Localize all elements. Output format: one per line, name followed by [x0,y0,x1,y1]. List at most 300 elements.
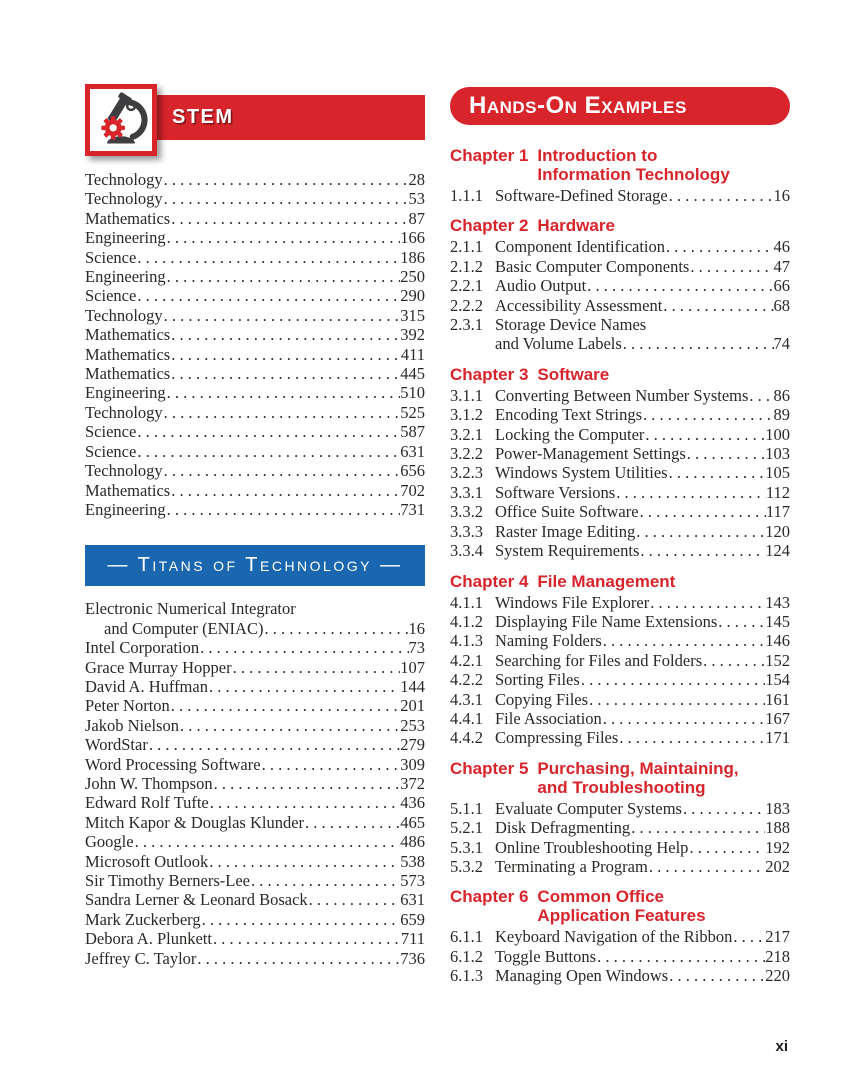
entry-page: 202 [765,856,790,876]
chapter-number: Chapter 2 [450,216,529,236]
entry-label: Terminating a Program [495,856,648,876]
section-number: 3.2.1 [450,424,483,444]
dot-leader [689,257,773,276]
toc-entry-line [85,228,425,247]
entry-page: 279 [400,735,425,755]
section-entry [450,593,790,612]
entry-page: 656 [400,461,425,481]
dot-leader [586,276,773,295]
entry-page: 154 [765,670,790,690]
toc-entry-line [495,276,790,295]
entry-page: 711 [400,929,425,949]
page-number: xi [775,1038,788,1055]
toc-entry-line [85,461,425,480]
entry-page: 631 [400,890,425,910]
chapter-heading [450,365,790,384]
section-number: 3.1.2 [450,405,483,425]
entry-page: 201 [400,696,425,716]
entry-page: 465 [400,812,425,832]
section-entry [450,444,790,463]
entry-label: Keyboard Navigation of the Ribbon [495,927,733,947]
section-number: 4.1.2 [450,611,483,631]
section-number: 6.1.3 [450,966,483,986]
toc-entry-line [495,237,790,256]
entry-label: Science [85,286,137,306]
entry-page: 253 [400,715,425,735]
dot-leader [199,638,408,657]
entry-page: 68 [773,295,790,315]
section-number: 4.4.1 [450,708,483,728]
entry-label: Science [85,422,137,442]
toc-entry-line [495,483,790,502]
entry-page: 100 [765,424,790,444]
toc-entry-line [495,651,790,670]
entry-page: 411 [400,344,425,364]
toc-entry-line [85,832,425,851]
entry-label: Accessibility Assessment [495,295,663,315]
chapter-title: Hardware [537,216,615,236]
section-entry [450,405,790,424]
dot-leader [662,296,773,315]
chapter-number: Chapter 4 [450,571,529,591]
entry-label: Engineering [85,499,166,519]
left-column [85,84,425,968]
entry-page: 112 [765,482,790,502]
entry-page: 188 [765,818,790,838]
hands-on-banner [450,87,790,125]
chapters-list [450,146,790,986]
section-number: 1.1.1 [450,186,483,205]
toc-entry-line [495,799,790,818]
toc-entry-line [85,209,425,228]
section-entry [450,612,790,631]
toc-entry-line [495,612,790,631]
entry-label: and Volume Labels [495,334,622,354]
section-entry [450,522,790,541]
toc-entry-line [495,257,790,276]
toc-entry-line [85,813,425,832]
toc-entry-line [85,735,425,754]
section-entry [450,386,790,405]
dot-leader [166,500,401,519]
dot-leader [702,651,765,670]
section-entry [450,799,790,818]
entry-label: Science [85,441,137,461]
dot-leader [748,386,773,405]
entry-label: Engineering [85,383,166,403]
entry-label: Naming Folders [495,631,602,651]
chapter-title: Software [537,364,610,384]
toc-entry-line [495,522,790,541]
section-number: 2.1.2 [450,256,483,276]
chapter-block [450,216,790,353]
section-number: 2.2.2 [450,295,483,315]
section-number: 3.1.1 [450,385,483,405]
entry-label: Mathematics [85,364,171,384]
dot-leader [668,966,765,985]
entry-page: 392 [400,325,425,345]
section-number: 5.3.2 [450,856,483,876]
entry-label: Evaluate Computer Systems [495,798,682,818]
dot-leader [649,593,765,612]
chapter-block [450,572,790,748]
entry-label: Converting Between Number Systems [495,385,749,405]
entry-page: 192 [765,837,790,857]
entry-page: 47 [773,256,790,276]
toc-entry-line [495,670,790,689]
toc-entry-line [85,267,425,286]
section-number: 3.3.3 [450,521,483,541]
entry-page: 731 [400,499,425,519]
toc-entry-line [495,334,790,353]
entry-page: 161 [765,689,790,709]
chapter-heading [450,146,790,184]
entry-label: Mitch Kapor & Douglas Klunder [85,812,305,832]
dot-leader [263,619,408,638]
dot-leader [639,541,765,560]
entry-page: 117 [765,502,790,522]
toc-entry-line [85,716,425,735]
dot-leader [250,871,400,890]
entry-label: Debora A. Plunkett [85,929,212,949]
dot-leader [163,461,401,480]
entry-label: Mark Zuckerberg [85,909,201,929]
dot-leader [596,947,765,966]
toc-entry-line [495,966,790,985]
toc-entry-line [495,386,790,405]
entry-label: and Computer (ENIAC) [104,618,264,638]
dot-leader [304,813,400,832]
section-entry [450,541,790,560]
dot-leader [163,189,409,208]
section-number: 4.1.1 [450,592,483,612]
dot-leader [308,890,401,909]
entry-label: Managing Open Windows [495,966,669,986]
entry-page: 146 [765,631,790,651]
section-entry [450,947,790,966]
entry-page: 53 [408,189,425,209]
dot-leader [668,463,766,482]
toc-entry-line [85,929,425,948]
section-number: 6.1.2 [450,946,483,966]
toc-entry-line [495,728,790,747]
toc-entry-line [495,463,790,482]
toc-entry-line [85,422,425,441]
dot-leader [635,522,765,541]
section-entry [450,315,790,354]
entry-label: Google [85,832,134,852]
section-entry [450,257,790,276]
entry-page: 103 [765,444,790,464]
chapter-heading [450,572,790,591]
toc-entry-line [85,793,425,812]
dot-leader [615,483,766,502]
toc-entry-line [85,755,425,774]
toc-entry-line [495,541,790,560]
entry-label: Jakob Nielson [85,715,179,735]
chapter-block [450,759,790,877]
section-number: 3.2.2 [450,444,483,464]
dot-leader [196,949,400,968]
entry-label: John W. Thompson [85,773,213,793]
right-column [450,87,790,986]
chapter-block [450,887,790,985]
entry-page: 105 [765,463,790,483]
entry-page: 167 [765,708,790,728]
section-number: 4.4.2 [450,728,483,748]
entry-page: 436 [400,793,425,813]
section-number: 4.3.1 [450,689,483,709]
toc-entry-line [495,444,790,463]
entry-page: 74 [773,334,790,354]
entry-label: Technology [85,189,163,209]
entry-label: Mathematics [85,344,171,364]
section-number: 2.3.1 [450,315,483,335]
section-entry [450,818,790,837]
toc-entry-line [85,364,425,383]
section-list [450,386,790,561]
entry-label: Mathematics [85,325,171,345]
entry-page: 107 [400,657,425,677]
entry-label: Technology [85,402,163,422]
toc-entry-line [85,774,425,793]
entry-label: Technology [85,305,163,325]
dot-leader [618,728,765,747]
dot-leader [179,716,400,735]
toc-entry-line [85,383,425,402]
chapter-number: Chapter 1 [450,146,529,165]
entry-page: 46 [773,237,790,257]
hands-on-banner-title: Hands-On Examples [469,92,687,119]
entry-label: Mathematics [85,208,171,228]
section-entry [450,463,790,482]
entry-page: 124 [765,541,790,561]
entry-page: 250 [400,267,425,287]
entry-label: Electronic Numerical Integrator [85,599,296,619]
section-entry [450,966,790,985]
section-number: 3.3.1 [450,482,483,502]
chapter-title: Introduction to Information Technology [537,146,730,184]
entry-label: Intel Corporation [85,638,200,658]
dot-leader [602,709,765,728]
toc-entry-line [85,325,425,344]
entry-label: Audio Output [495,276,587,296]
entry-page: 538 [400,851,425,871]
entry-label: Component Identification [495,237,666,257]
toc-entry-line [495,631,790,650]
dot-leader [665,237,773,256]
toc-entry-line [85,286,425,305]
entry-label: Mathematics [85,480,171,500]
entry-label: Raster Image Editing [495,521,636,541]
chapter-number: Chapter 5 [450,758,529,778]
chapter-heading [450,216,790,235]
entry-label: WordStar [85,735,148,755]
dot-leader [588,690,765,709]
entry-label: Online Troubleshooting Help [495,837,689,857]
toc-entry-line [85,403,425,422]
section-number: 5.1.1 [450,798,483,818]
entry-page: 372 [400,773,425,793]
dot-leader [213,774,401,793]
toc-entry-line [495,690,790,709]
entry-page: 631 [400,441,425,461]
section-entry [450,237,790,256]
entry-page: 510 [400,383,425,403]
toc-entry-line [495,593,790,612]
toc-entry-line [85,696,425,715]
dot-leader [201,910,401,929]
entry-label: Technology [85,461,163,481]
dot-leader [639,502,766,521]
dot-leader [732,927,765,946]
chapter-block [450,365,790,561]
entry-page: 220 [765,966,790,986]
entry-label: Power-Management Settings [495,444,686,464]
dot-leader [686,444,765,463]
toc-entry-line [85,949,425,968]
toc-entry-line [85,910,425,929]
section-entry [450,927,790,946]
stem-banner-title: STEM [172,106,234,128]
dot-leader [136,248,400,267]
titans-banner [85,545,425,586]
entry-page: 315 [400,305,425,325]
stem-list [85,170,425,519]
toc-entry-line [85,248,425,267]
dot-leader [170,481,400,500]
entry-label: Peter Norton [85,696,170,716]
entry-label: Displaying File Name Extensions [495,611,718,631]
entry-label: Microsoft Outlook [85,851,209,871]
entry-page: 309 [400,754,425,774]
toc-entry-line [495,818,790,837]
entry-page: 525 [400,402,425,422]
entry-page: 145 [765,611,790,631]
dot-leader [580,670,765,689]
entry-label: Word Processing Software [85,754,261,774]
chapter-number: Chapter 6 [450,887,529,907]
toc-entry-line [85,890,425,909]
dot-leader [166,383,401,402]
entry-label: Searching for Files and Folders [495,650,703,670]
toc-entry-line [495,425,790,444]
section-number: 3.3.4 [450,541,483,561]
entry-page: 445 [400,364,425,384]
entry-page: 587 [400,422,425,442]
dot-leader [163,306,401,325]
toc-entry-line [85,658,425,677]
entry-label: Sorting Files [495,670,580,690]
microscope-gear-icon [85,84,157,156]
entry-label: Software Versions [495,482,616,502]
chapter-number: Chapter 3 [450,364,529,384]
section-number: 2.1.1 [450,237,483,257]
dot-leader [166,267,401,286]
entry-label: Grace Murray Hopper [85,657,232,677]
entry-page: 217 [765,927,790,947]
entry-label: Storage Device Names [495,315,647,335]
dot-leader [630,818,765,837]
entry-label: System Requirements [495,541,640,561]
dot-leader [148,735,400,754]
dot-leader [136,442,400,461]
entry-label: Edward Rolf Tufte [85,793,209,813]
entry-page: 573 [400,871,425,890]
section-list [450,799,790,877]
entry-page: 486 [400,832,425,852]
entry-page: 143 [765,592,790,612]
section-entry [450,186,790,205]
entry-page: 120 [765,521,790,541]
stem-banner [140,95,425,140]
entry-page: 736 [400,948,425,968]
section-number: 3.3.2 [450,502,483,522]
dot-leader [668,186,774,205]
entry-page: 183 [765,798,790,818]
section-entry [450,857,790,876]
entry-label: Locking the Computer [495,424,645,444]
toc-entry-line [85,189,425,208]
section-entry [450,728,790,747]
toc-entry-line [85,345,425,364]
section-entry [450,651,790,670]
dot-leader [170,209,408,228]
section-number: 4.2.2 [450,670,483,690]
entry-page: 66 [773,276,790,296]
dot-leader [232,658,401,677]
section-number: 4.1.3 [450,631,483,651]
dot-leader [622,334,774,353]
entry-page: 16 [408,618,425,638]
dot-leader [208,852,400,871]
toc-entry-line [85,852,425,871]
stem-header [85,84,425,156]
section-list [450,927,790,985]
dot-leader [682,799,765,818]
entry-page: 186 [400,247,425,267]
section-entry [450,425,790,444]
section-entry [450,690,790,709]
toc-entry-line [85,619,425,638]
entry-label: Office Suite Software [495,502,639,522]
toc-entry-line [495,947,790,966]
toc-entry-line [85,306,425,325]
section-list [450,186,790,205]
entry-page: 87 [408,208,425,228]
section-list [450,237,790,353]
dot-leader [209,793,401,812]
entry-page: 89 [773,405,790,425]
toc-entry-line [495,838,790,857]
entry-page: 86 [773,385,790,405]
dot-leader [602,631,765,650]
section-number: 5.3.1 [450,837,483,857]
section-number: 4.2.1 [450,650,483,670]
dot-leader [170,325,400,344]
section-number: 2.2.1 [450,276,483,296]
entry-label: Windows File Explorer [495,592,650,612]
titans-list [85,599,425,968]
entry-label: Engineering [85,228,166,248]
dot-leader [688,838,765,857]
dot-leader [170,364,400,383]
section-entry [450,838,790,857]
dot-leader [163,403,401,422]
section-entry [450,296,790,315]
entry-page: 152 [765,650,790,670]
entry-label: Science [85,247,137,267]
